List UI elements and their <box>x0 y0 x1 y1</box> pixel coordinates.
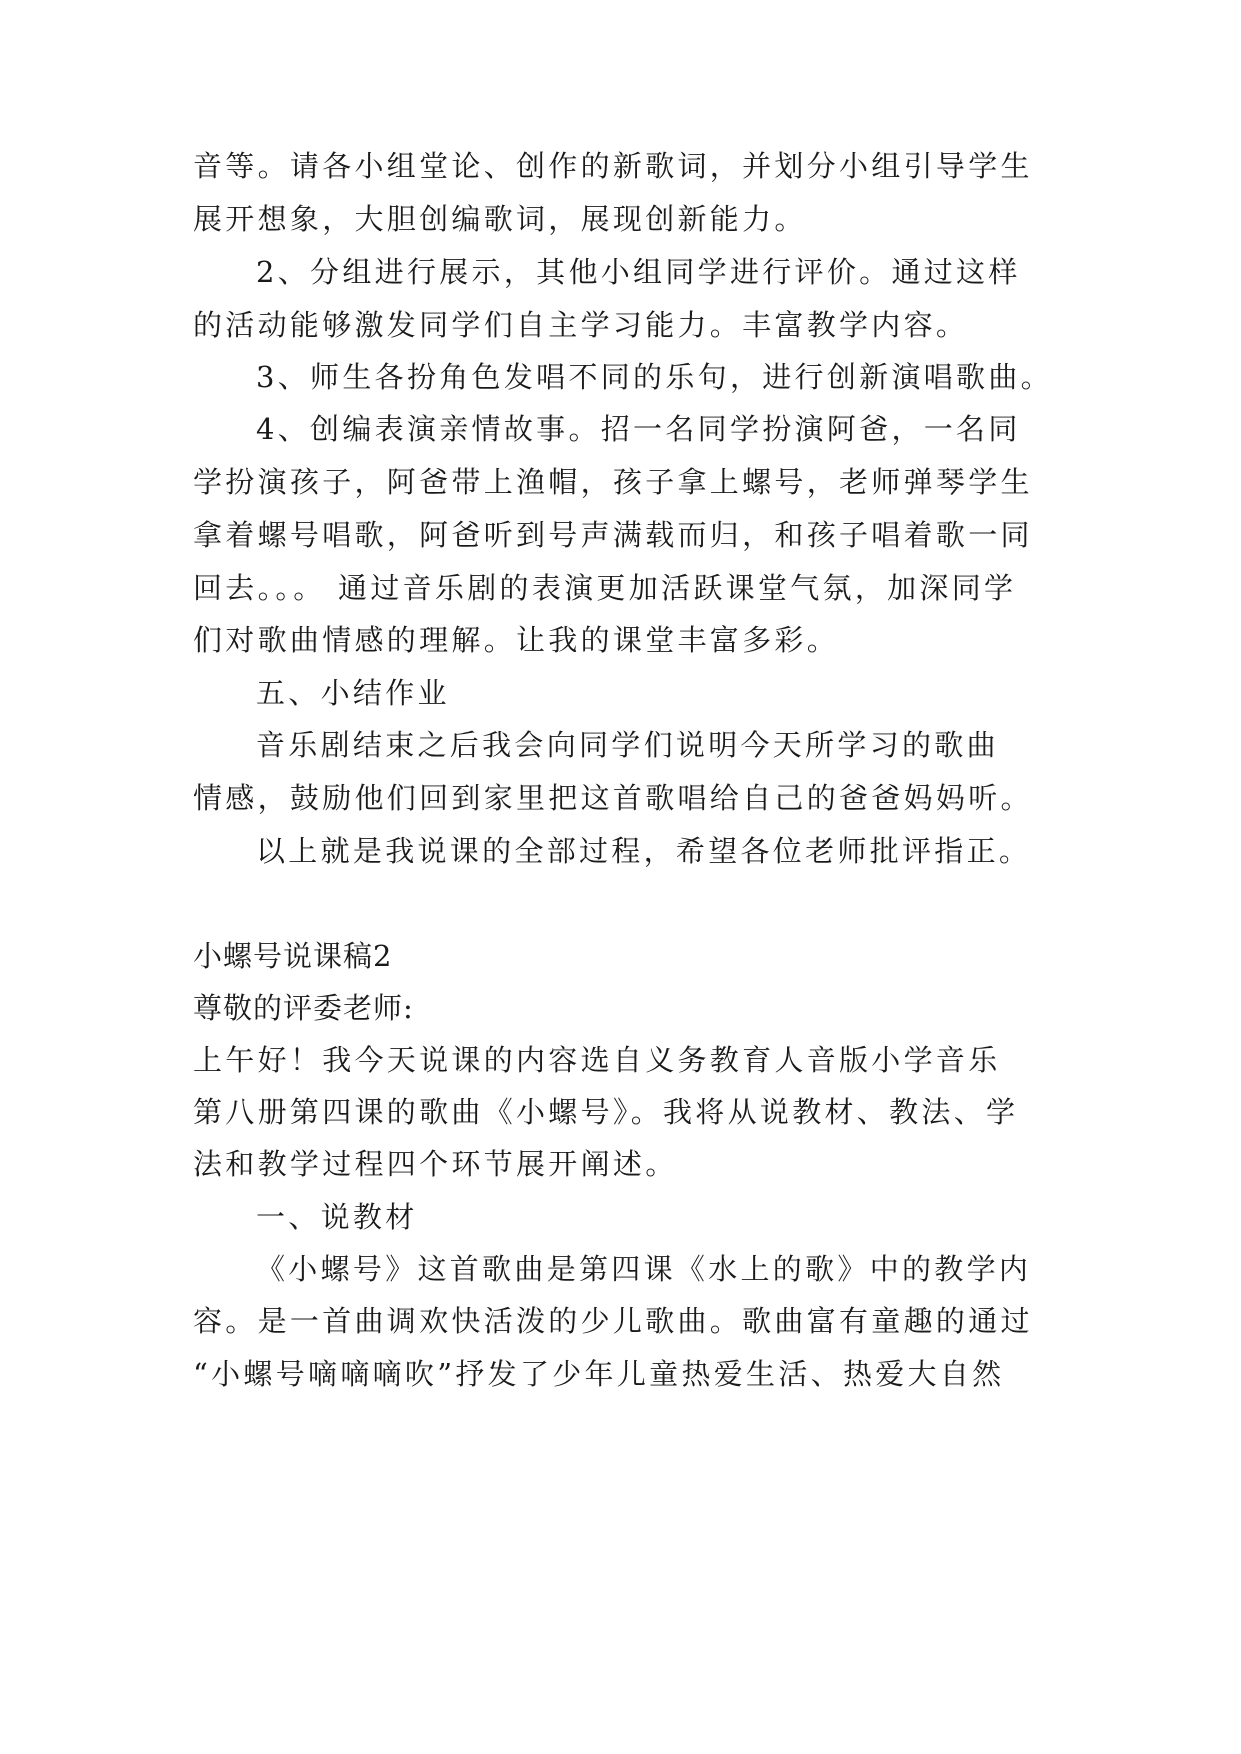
paragraph-line: 《小螺号》这首歌曲是第四课《水上的歌》中的教学内 <box>256 1252 1032 1286</box>
paragraph-line: 4、创编表演亲情故事。招一名同学扮演阿爸，一名同 <box>256 412 1021 446</box>
paragraph-line: “小螺号嘀嘀嘀吹”抒发了少年儿童热爱生活、热爱大自然 <box>193 1357 1005 1391</box>
paragraph-line: 的活动能够激发同学们自主学习能力。丰富教学内容。 <box>193 308 969 342</box>
paragraph-line: 拿着螺号唱歌，阿爸听到号声满载而归，和孩子唱着歌一同 <box>193 518 1033 552</box>
paragraph-line: 法和教学过程四个环节展开阐述。 <box>193 1147 678 1181</box>
section-heading: 一、说教材 <box>256 1200 418 1234</box>
paragraph-line: 以上就是我说课的全部过程，希望各位老师批评指正。 <box>256 834 1032 868</box>
paragraph-line: 回去。。。 通过音乐剧的表演更加活跃课堂气氛，加深同学 <box>193 571 1017 605</box>
paragraph-line: 3、师生各扮角色发唱不同的乐句，进行创新演唱歌曲。 <box>256 360 1053 394</box>
document-title: 小螺号说课稿2 <box>193 939 393 973</box>
paragraph-line: 第八册第四课的歌曲《小螺号》。我将从说教材、教法、学 <box>193 1095 1019 1129</box>
paragraph-line: 展开想象，大胆创编歌词，展现创新能力。 <box>193 202 807 236</box>
paragraph-line: 情感，鼓励他们回到家里把这首歌唱给自己的爸爸妈妈听。 <box>193 781 1033 815</box>
paragraph-line: 音乐剧结束之后我会向同学们说明今天所学习的歌曲 <box>256 728 999 762</box>
salutation: 尊敬的评委老师: <box>193 991 414 1025</box>
paragraph-line: 学扮演孩子，阿爸带上渔帽，孩子拿上螺号，老师弹琴学生 <box>193 465 1033 499</box>
section-heading: 五、小结作业 <box>256 676 450 710</box>
paragraph-line: 2、分组进行展示，其他小组同学进行评价。通过这样 <box>256 255 1021 289</box>
paragraph-line: 上午好！我今天说课的内容选自义务教育人音版小学音乐 <box>193 1043 1001 1077</box>
paragraph-line: 们对歌曲情感的理解。让我的课堂丰富多彩。 <box>193 623 840 657</box>
paragraph-line: 音等。请各小组堂论、创作的新歌词，并划分小组引导学生 <box>193 149 1033 183</box>
paragraph-line: 容。是一首曲调欢快活泼的少儿歌曲。歌曲富有童趣的通过 <box>193 1304 1033 1338</box>
